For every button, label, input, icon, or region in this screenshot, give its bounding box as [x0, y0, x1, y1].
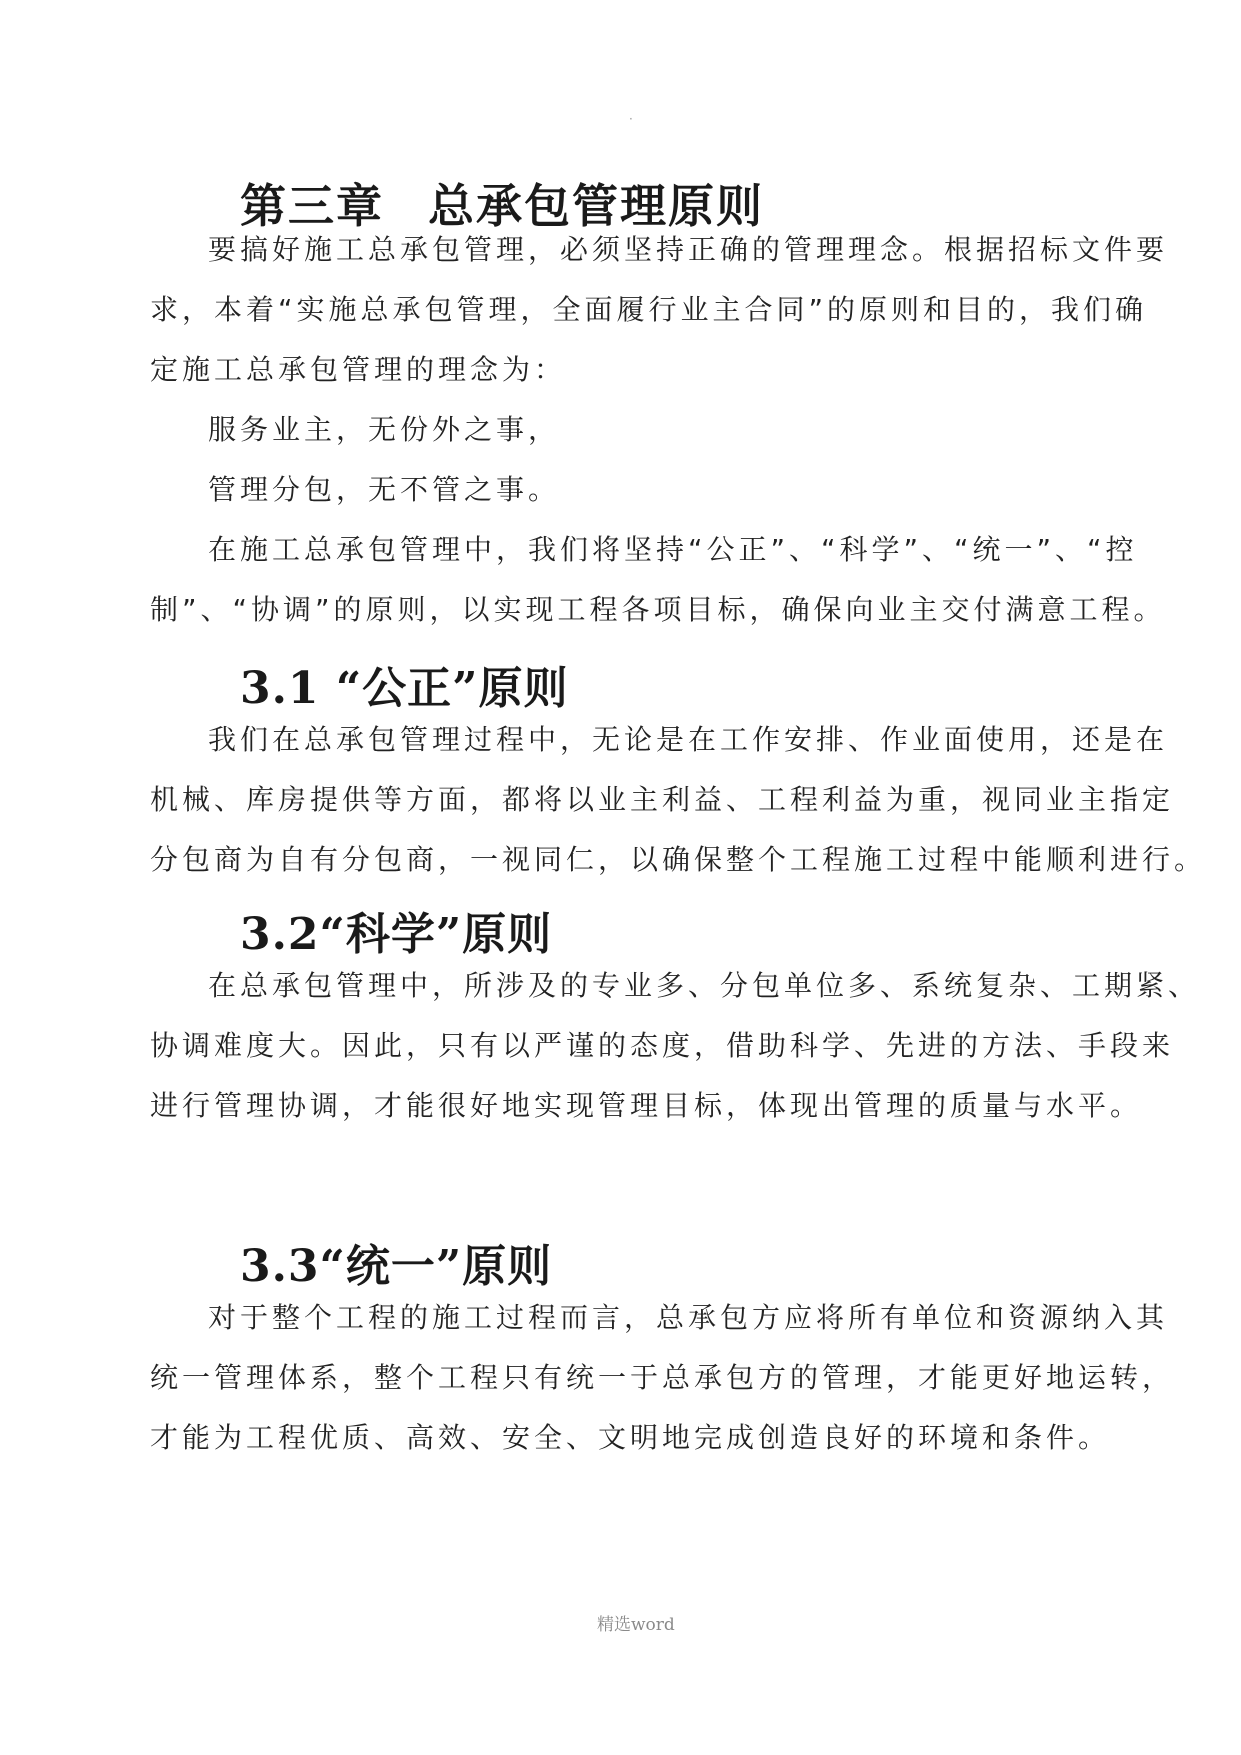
section-heading: 3.3“统一”原则: [240, 1241, 553, 1292]
paragraph-line: 定施工总承包管理的理念为：: [150, 353, 567, 386]
paragraph-line: 在施工总承包管理中，我们将坚持“公正”、“科学”、“统一”、“控: [208, 533, 1138, 566]
paragraph-line: 统一管理体系，整个工程只有统一于总承包方的管理，才能更好地运转，: [150, 1361, 1175, 1394]
section-heading: 3.1 “公正”原则: [240, 663, 569, 714]
paragraph-line: 进行管理协调，才能很好地实现管理目标，体现出管理的质量与水平。: [150, 1089, 1143, 1122]
paragraph-line: 在总承包管理中，所涉及的专业多、分包单位多、系统复杂、工期紧、: [208, 969, 1201, 1002]
paragraph-line: 协调难度大。因此，只有以严谨的态度，借助科学、先进的方法、手段来: [150, 1029, 1175, 1062]
motto-line: 服务业主，无份外之事，: [208, 413, 561, 446]
header-mark: ·: [629, 112, 633, 126]
paragraph-line: 对于整个工程的施工过程而言，总承包方应将所有单位和资源纳入其: [208, 1301, 1169, 1334]
chapter-number: 第三章: [240, 179, 384, 233]
paragraph-line: 我们在总承包管理过程中，无论是在工作安排、作业面使用，还是在: [208, 723, 1169, 756]
section-heading: 3.2“科学”原则: [240, 909, 553, 960]
motto-line: 管理分包，无不管之事。: [208, 473, 561, 506]
footer-watermark: 精选word: [597, 1615, 675, 1635]
paragraph-line: 才能为工程优质、高效、安全、文明地完成创造良好的环境和条件。: [150, 1421, 1111, 1454]
paragraph-line: 制”、“协调”的原则，以实现工程各项目标，确保向业主交付满意工程。: [150, 593, 1166, 626]
chapter-name: 总承包管理原则: [428, 179, 764, 233]
paragraph-line: 求，本着“实施总承包管理，全面履行业主合同”的原则和目的，我们确: [150, 293, 1148, 326]
chapter-title: [240, 170, 764, 236]
paragraph-line: 机械、库房提供等方面，都将以业主利益、工程利益为重，视同业主指定: [150, 783, 1175, 816]
paragraph-line: 分包商为自有分包商，一视同仁，以确保整个工程施工过程中能顺利进行。: [150, 843, 1207, 876]
paragraph-line: 要搞好施工总承包管理，必须坚持正确的管理理念。根据招标文件要: [208, 233, 1169, 266]
